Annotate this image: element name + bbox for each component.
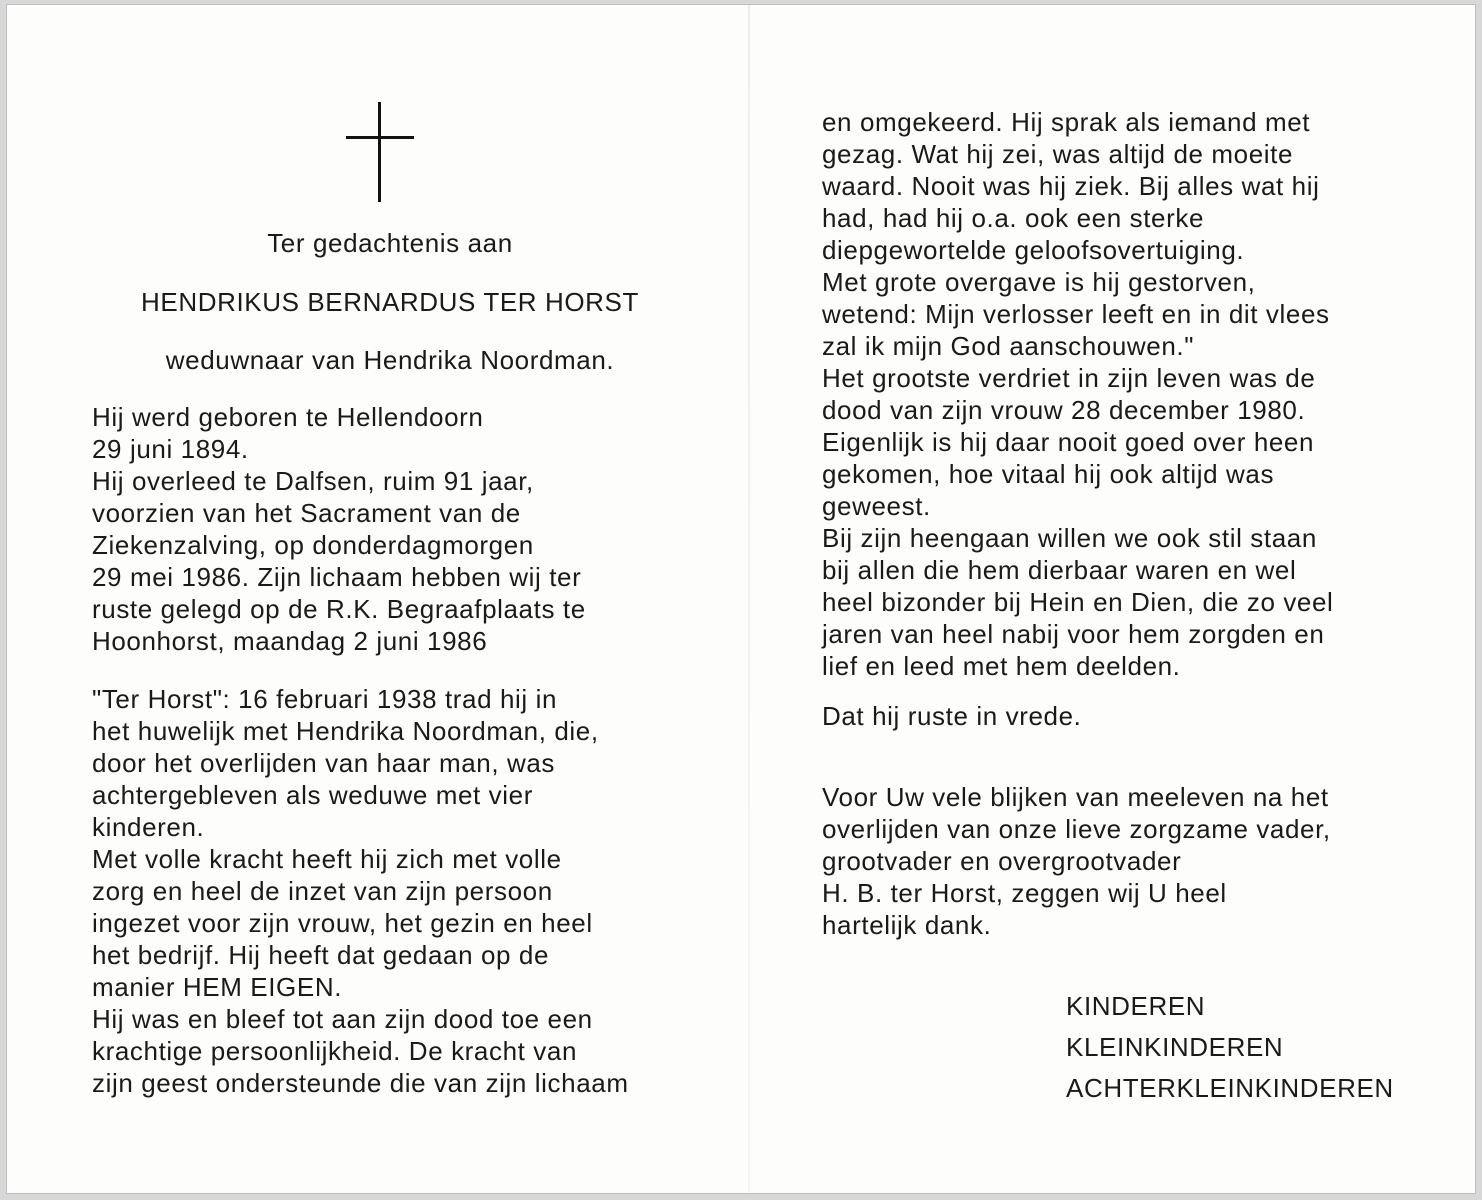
text-line: Voor Uw vele blijken van meeleven na het — [822, 782, 1329, 812]
text-line: had, had hij o.a. ook een sterke — [822, 203, 1205, 233]
text-line: ACHTERKLEINKINDEREN — [1066, 1073, 1394, 1103]
text-line: het huwelijk met Hendrika Noordman, die, — [92, 716, 599, 746]
text-line: heel bizonder bij Hein en Dien, die zo veel — [822, 587, 1334, 617]
text-line: hartelijk dank. — [822, 910, 992, 940]
left-paragraph-2 — [92, 683, 629, 1099]
cross-icon-bar — [346, 136, 414, 139]
text-line: en omgekeerd. Hij sprak als iemand met — [822, 107, 1311, 137]
text-line: Hoonhorst, maandag 2 juni 1986 — [92, 626, 488, 656]
text-line: zal ik mijn God aanschouwen." — [822, 331, 1195, 361]
text-line: KLEINKINDEREN — [1066, 1032, 1284, 1062]
text-line: Eigenlijk is hij daar nooit goed over heen — [822, 427, 1315, 457]
text-line: Hij was en bleef tot aan zijn dood toe een — [92, 1004, 593, 1034]
text-line: 29 mei 1986. Zijn lichaam hebben wij ter — [92, 562, 582, 592]
deceased-name: HENDRIKUS BERNARDUS TER HORST — [141, 287, 639, 317]
text-line: door het overlijden van haar man, was — [92, 748, 556, 778]
text-line: geweest. — [822, 491, 931, 521]
text-line: overlijden van onze lieve zorgzame vader, — [822, 814, 1331, 844]
text-line: voorzien van het Sacrament van de — [92, 498, 521, 528]
text-line: manier HEM EIGEN. — [92, 972, 343, 1002]
thanks-paragraph — [822, 781, 1331, 941]
header-text: Ter gedachtenis aan — [267, 228, 513, 258]
left-paragraph-1 — [92, 401, 586, 657]
text-line: jaren van heel nabij voor hem zorgden en — [822, 619, 1325, 649]
text-line: grootvader en overgrootvader — [822, 846, 1182, 876]
text-line: achtergebleven als weduwe met vier — [92, 780, 533, 810]
text-line: bij allen die hem dierbaar waren en wel — [822, 555, 1297, 585]
text-line: Bij zijn heengaan willen we ook stil staan — [822, 523, 1317, 553]
text-line: kinderen. — [92, 812, 205, 842]
text-line: Met volle kracht heeft hij zich met volle — [92, 844, 562, 874]
text-line: ingezet voor zijn vrouw, het gezin en heel — [92, 908, 593, 938]
text-line: Hij overleed te Dalfsen, ruim 91 jaar, — [92, 466, 534, 496]
text-line: zijn geest ondersteunde die van zijn lichaam — [92, 1068, 629, 1098]
text-line: Het grootste verdriet in zijn leven was de — [822, 363, 1316, 393]
text-line: lief en leed met hem deelden. — [822, 651, 1181, 681]
text-line: Met grote overgave is hij gestorven, — [822, 267, 1256, 297]
right-paragraph-1 — [822, 106, 1333, 682]
text-line: "Ter Horst": 16 februari 1938 trad hij in — [92, 684, 558, 714]
text-line: krachtige persoonlijkheid. De kracht van — [92, 1036, 578, 1066]
rest-in-peace: Dat hij ruste in vrede. — [822, 701, 1082, 731]
subtitle: weduwnaar van Hendrika Noordman. — [165, 345, 615, 375]
fold-line — [748, 5, 750, 1193]
text-line: Ziekenzalving, op donderdagmorgen — [92, 530, 534, 560]
text-line: H. B. ter Horst, zeggen wij U heel — [822, 878, 1227, 908]
text-line: KINDEREN — [1066, 991, 1206, 1021]
text-line: diepgewortelde geloofsovertuiging. — [822, 235, 1245, 265]
text-line: gekomen, hoe vitaal hij ook altijd was — [822, 459, 1275, 489]
text-line: Hij werd geboren te Hellendoorn — [92, 402, 484, 432]
text-line: 29 juni 1894. — [92, 434, 249, 464]
text-line: ruste gelegd op de R.K. Begraafplaats te — [92, 594, 586, 624]
signatures — [1066, 990, 1394, 1113]
text-line: wetend: Mijn verlosser leeft en in dit vlees — [822, 299, 1330, 329]
cross-icon — [378, 102, 381, 202]
text-line: dood van zijn vrouw 28 december 1980. — [822, 395, 1306, 425]
text-line: zorg en heel de inzet van zijn persoon — [92, 876, 553, 906]
text-line: gezag. Wat hij zei, was altijd de moeite — [822, 139, 1294, 169]
text-line: het bedrijf. Hij heeft dat gedaan op de — [92, 940, 550, 970]
text-line: waard. Nooit was hij ziek. Bij alles wat hij — [822, 171, 1320, 201]
